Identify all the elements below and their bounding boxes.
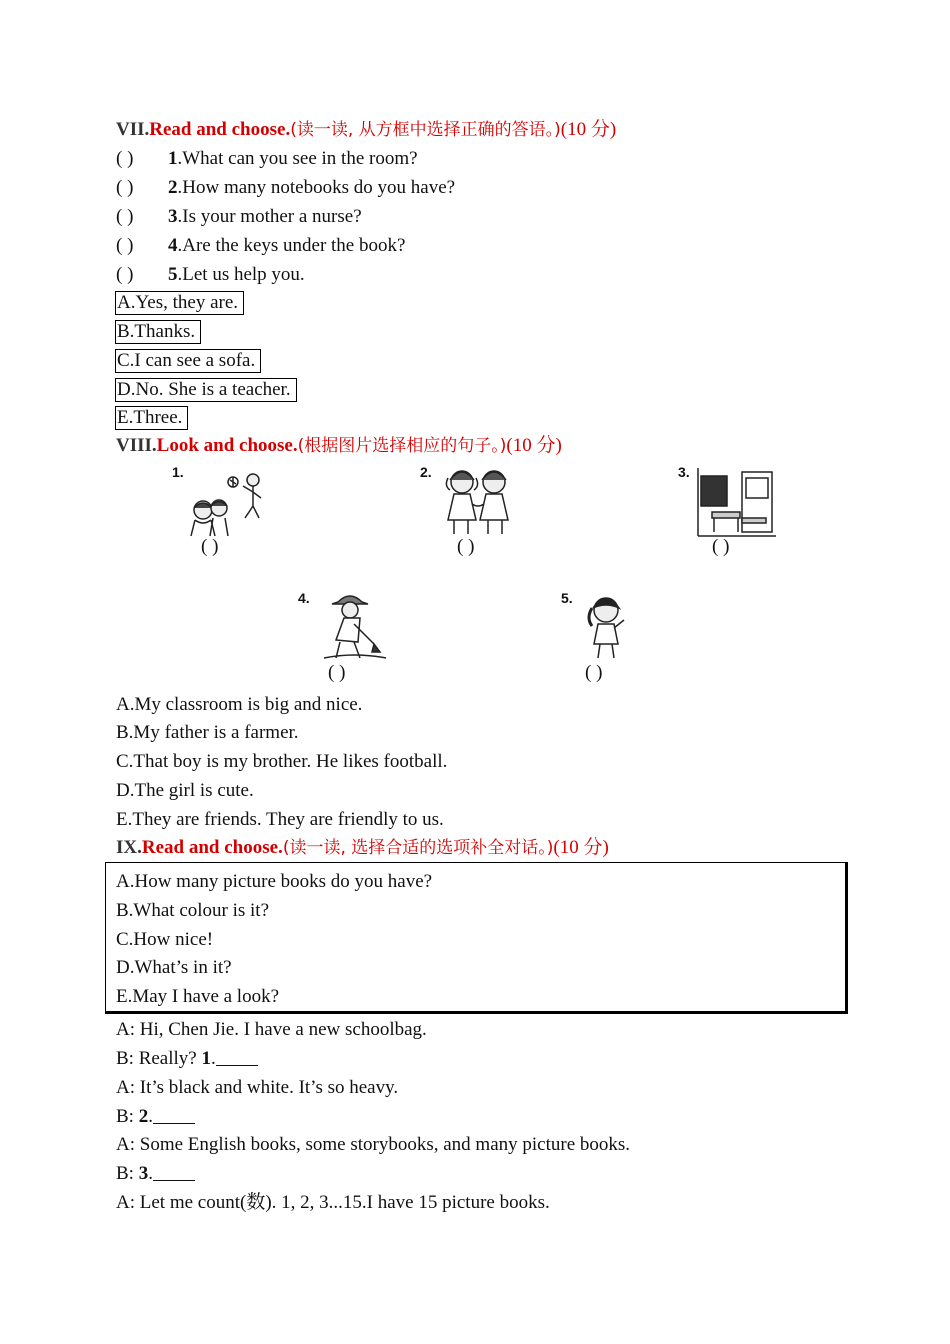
question-2 — [116, 174, 455, 202]
dialogue-option-e: E.May I have a look? — [116, 986, 280, 1007]
answer-box-c: C.I can see a sofa. — [115, 349, 261, 373]
answer-blank[interactable]: ( ) — [116, 235, 134, 256]
classroom-icon — [698, 466, 778, 538]
dialogue-text: B: — [116, 1106, 139, 1127]
question-text: .Let us help you. — [177, 264, 305, 285]
picture-label: 1. — [172, 464, 184, 480]
fill-in-blank[interactable] — [153, 1162, 195, 1181]
question-number: 5 — [168, 264, 178, 285]
dialogue-line: A: Hi, Chen Jie. I have a new schoolbag. — [116, 1019, 427, 1040]
answer-box-b: B.Thanks. — [115, 320, 201, 344]
cute-girl-icon — [582, 594, 634, 662]
answer-blank[interactable]: ( ) — [116, 206, 134, 227]
blank-dot: . — [148, 1106, 153, 1127]
answer-blank[interactable]: ( ) — [116, 177, 134, 198]
picture-answer-blank[interactable]: ( ) — [712, 536, 730, 557]
dialogue-line — [116, 1103, 195, 1131]
dialogue-option-c: C.How nice! — [116, 929, 214, 950]
picture-label: 2. — [420, 464, 432, 480]
answer-box-a: A.Yes, they are. — [115, 291, 244, 315]
dialogue-option-a: A.How many picture books do you have? — [116, 871, 433, 892]
blank-number: 1 — [201, 1048, 211, 1069]
answer-blank[interactable]: ( ) — [116, 264, 134, 285]
question-3 — [116, 203, 362, 231]
section-score: (10 分) — [553, 837, 609, 858]
fill-in-blank[interactable] — [216, 1047, 258, 1066]
blank-dot: . — [210, 1048, 216, 1069]
dialogue-line: A: It’s black and white. It’s so heavy. — [116, 1077, 399, 1098]
picture-option-c: C.That boy is my brother. He likes football. — [116, 751, 448, 772]
blank-number: 2 — [138, 1106, 149, 1127]
question-number: 1 — [168, 148, 178, 169]
picture-answer-blank[interactable]: ( ) — [585, 662, 603, 683]
question-1 — [116, 145, 418, 173]
dialogue-text: B: Really? — [116, 1048, 202, 1069]
section-instruction: (根据图片选择相应的句子。) — [297, 436, 507, 456]
question-4 — [116, 232, 405, 260]
question-text: .Are the keys under the book? — [177, 235, 406, 256]
section-instruction: (读一读, 从方框中选择正确的答语。) — [290, 120, 561, 140]
dialogue-line — [116, 1160, 195, 1188]
picture-option-a: A.My classroom is big and nice. — [116, 694, 363, 715]
section-title: Read and choose. — [141, 837, 283, 858]
section-instruction: (读一读, 选择合适的选项补全对话。) — [282, 838, 554, 858]
picture-label: 3. — [678, 464, 690, 480]
section-8-heading — [116, 432, 562, 460]
section-score: (10 分) — [506, 435, 562, 456]
picture-answer-blank[interactable]: ( ) — [457, 536, 475, 557]
blank-number: 3 — [138, 1163, 149, 1184]
two-girls-icon — [442, 466, 518, 536]
question-number: 2 — [168, 177, 178, 198]
dialogue-options-box — [105, 862, 848, 1014]
answer-blank[interactable]: ( ) — [116, 148, 134, 169]
answer-box-d: D.No. She is a teacher. — [115, 378, 297, 402]
picture-option-b: B.My father is a farmer. — [116, 722, 299, 743]
boys-football-icon — [185, 470, 265, 540]
question-text: .What can you see in the room? — [177, 148, 418, 169]
picture-option-d: D.The girl is cute. — [116, 780, 254, 801]
question-number: 4 — [168, 235, 178, 256]
section-number: VIII. — [116, 435, 157, 456]
section-title: Look and choose. — [156, 435, 298, 456]
section-9-heading — [116, 834, 609, 862]
answer-box-e: E.Three. — [115, 406, 188, 430]
picture-answer-blank[interactable]: ( ) — [328, 662, 346, 683]
farmer-icon — [320, 592, 390, 664]
blank-dot: . — [148, 1163, 153, 1184]
section-number: IX. — [116, 837, 142, 858]
dialogue-text: B: — [116, 1163, 139, 1184]
dialogue-option-b: B.What colour is it? — [116, 900, 270, 921]
picture-label: 4. — [298, 590, 310, 606]
picture-answer-blank[interactable]: ( ) — [201, 536, 219, 557]
question-5 — [116, 261, 305, 289]
dialogue-option-d: D.What’s in it? — [116, 957, 232, 978]
picture-label: 5. — [561, 590, 573, 606]
question-text: .How many notebooks do you have? — [177, 177, 456, 198]
section-number: VII. — [116, 119, 150, 140]
dialogue-line: A: Let me count(数). 1, 2, 3...15.I have 15 picture books. — [116, 1192, 550, 1213]
fill-in-blank[interactable] — [153, 1105, 195, 1124]
question-text: .Is your mother a nurse? — [177, 206, 362, 227]
question-number: 3 — [168, 206, 178, 227]
picture-option-e: E.They are friends. They are friendly to us. — [116, 809, 444, 830]
dialogue-line: A: Some English books, some storybooks, and many picture books. — [116, 1134, 631, 1155]
dialogue-line — [116, 1045, 258, 1073]
section-score: (10 分) — [560, 119, 617, 140]
section-title: Read and choose. — [149, 119, 291, 140]
section-7-heading — [116, 116, 616, 144]
